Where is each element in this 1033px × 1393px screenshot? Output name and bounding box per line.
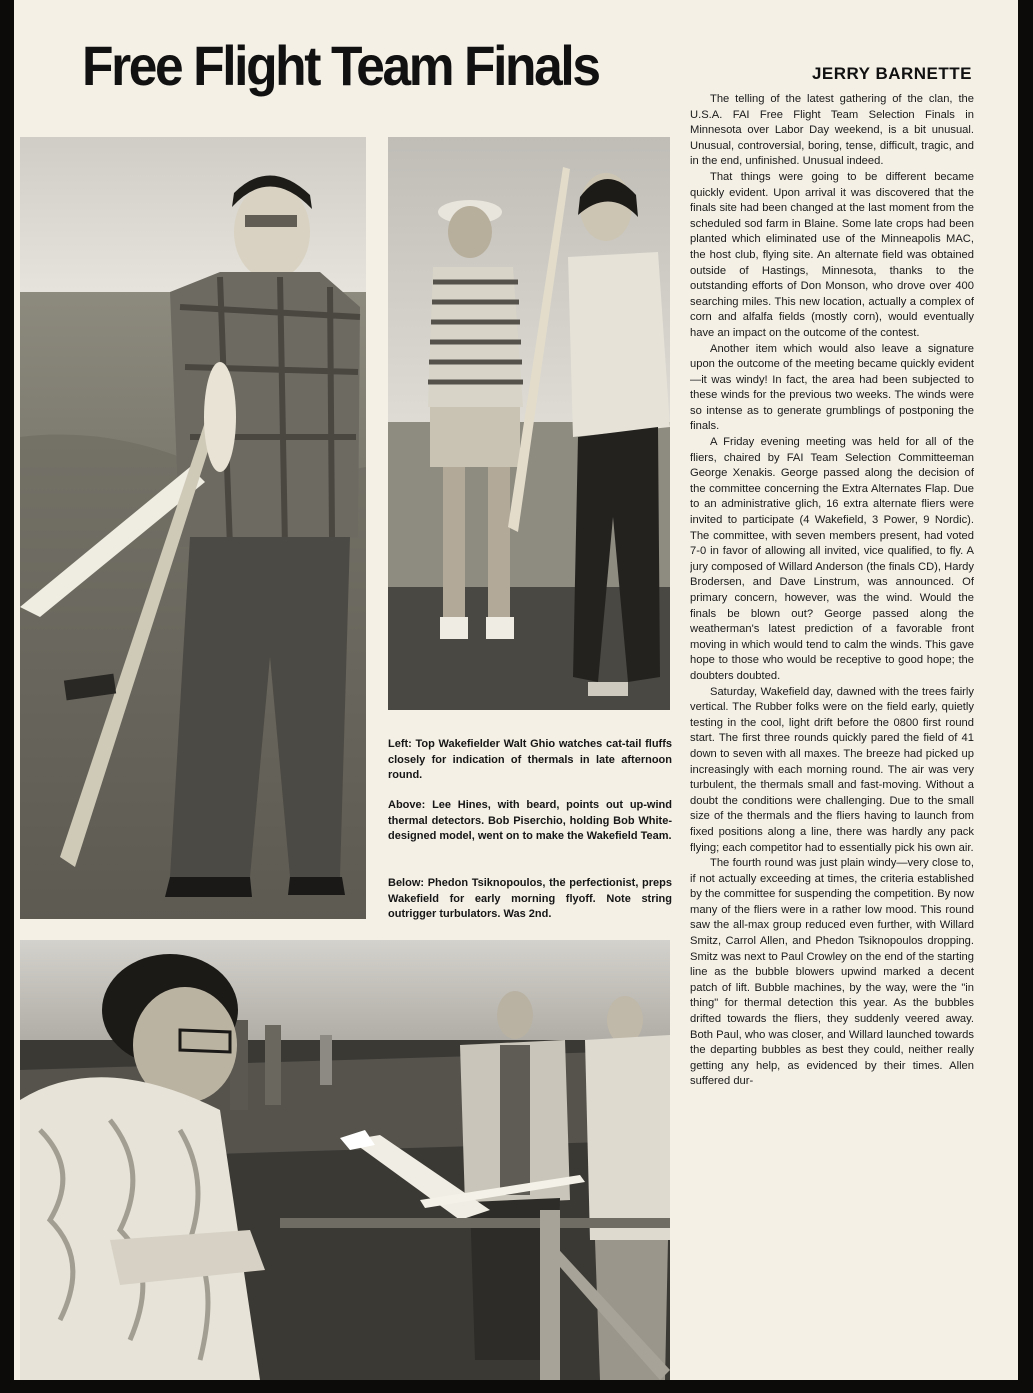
- article-title: Free Flight Team Finals: [82, 34, 599, 97]
- author-byline: JERRY BARNETTE: [811, 64, 972, 83]
- caption-left: Left: Top Wakefielder Walt Ghio watches cat-tail fluffs closely for indication of thermals in late afternoon round.: [388, 738, 672, 781]
- article-paragraph: Another item which would also leave a signature upon the outcome of the meeting became quickly evident—it was windy! In fact, the area had been subjected to these winds for the previous two weeks. The winds were so intense as to generate grumblings of postponing the finals.: [690, 342, 974, 433]
- caption-below: Below: Phedon Tsiknopoulos, the perfectionist, preps Wakefield for early morning flyoff. Note string outrigger turbulators. Was 2nd.: [388, 877, 672, 920]
- article-paragraph: Saturday, Wakefield day, dawned with the trees fairly vertical. The Rubber folks were on the field early, quietly testing in the cool, light drift before the 0800 first round start. The first three rounds quickly pared the field of 41 down to seven with all maxes. The breeze had picked up increasingly with each morning round. The air was very turbulent, the thermals small and fast-moving. Without a doubt the conditions were challenging. Due to the small size of the thermals and the fliers having to launch from fixed positions along a line, there was hardly any pack flying; each competitor had to essentially pick his own air.: [690, 685, 974, 854]
- photo-phedon-tsiknopoulos: [20, 940, 670, 1380]
- photo-walt-ghio: [20, 137, 366, 919]
- photo-hines-piserchio: [388, 137, 670, 710]
- article-body: [690, 92, 974, 1332]
- magazine-page: [14, 0, 1018, 1380]
- article-paragraph: The fourth round was just plain windy—very close to, if not actually exceeding at times, the criteria established by the committee for suspending the competition. By now many of the fliers were in a rather low mood. This round saw the all-max group reduced even further, with Willard Smitz, Carrol Allen, and Phedon Tsiknopoulos dropping. Smitz was next to Paul Crowley on the end of the starting line as the bubble blowers upwind marked a decent patch of lift. Bubble machines, by the way, were the "in thing" for thermal detection this year. As the bubbles drifted towards the fliers, they suddenly veered away. Both Paul, who was closer, and Willard launched towards the departing bubbles as best they could, neither really getting any help, as evidenced by their times. Allen suffered dur-: [690, 857, 974, 1088]
- article-paragraph: That things were going to be different became quickly evident. Upon arrival it was discovered that the finals site had been changed at the last moment from the scheduled sod farm in Blaine. Some late crops had been planted which eliminated use of the Minneapolis MAC, the host club, flying site. An alternate field was obtained outside of Hastings, Minnesota, thanks to the outstanding efforts of Don Monson, who drove over 400 searching miles. This new location, actually a complex of corn and alfalfa fields (mostly corn), would eventually have an impact on the outcome of the contest.: [690, 170, 974, 339]
- caption-above: Above: Lee Hines, with beard, points out up-wind thermal detectors. Bob Piserchio, holding Bob White-designed model, went on to make the Wakefield Team.: [388, 799, 672, 842]
- article-paragraph: A Friday evening meeting was held for all of the fliers, chaired by FAI Team Selection Committeeman George Xenakis. George passed along the decision of the committee concerning the Extra Alternates Flap. Due to an administrative glich, 16 extra alternate fliers were invited to participate (4 Wakefield, 3 Power, 9 Nordic). The committee, with seven members present, had voted 7-0 in favor of allowing all invited, vice qualified, to fly. A jury composed of Willard Anderson (the finals CD), Hardy Brodersen, and Dave Linstrum, was announced. Of primary concern, however, was the wind. Would the finals be blown out? George passed along the weatherman's latest prediction of a favorable front moving in which would tend to calm the winds. This gave hope to those who would be receptive to good hope; the doubters doubted.: [690, 436, 974, 682]
- article-paragraph: The telling of the latest gathering of the clan, the U.S.A. FAI Free Flight Team Selection Finals in Minnesota over Labor Day weekend, is a bit unusual. Unusual, controversial, boring, tense, difficult, tragic, and in the end, unfinished. Unusual indeed.: [690, 93, 974, 168]
